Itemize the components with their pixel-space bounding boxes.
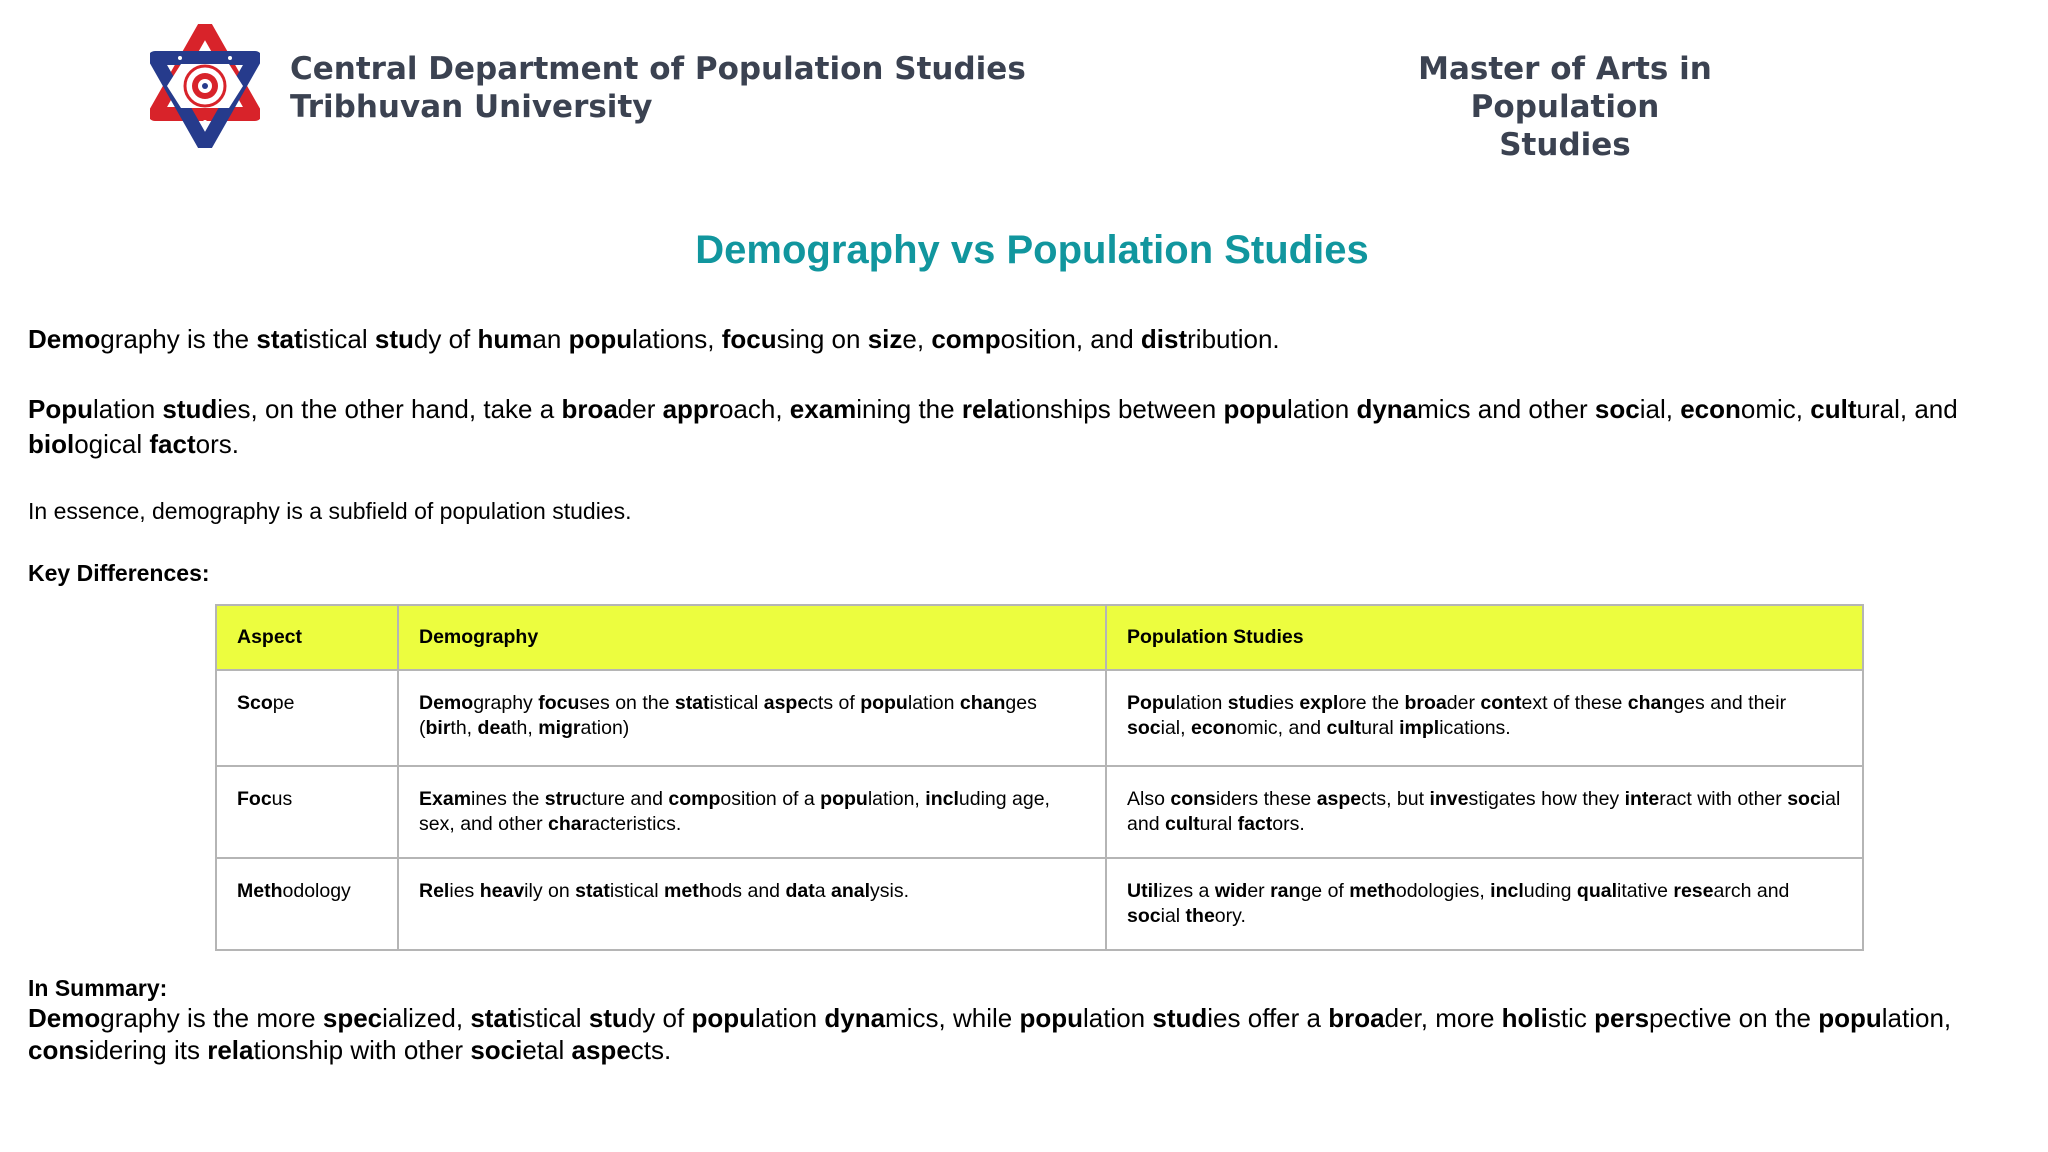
table-header-population-studies: Population Studies: [1106, 605, 1863, 670]
table-row: [216, 670, 1863, 766]
page-header: [0, 0, 2048, 163]
intro-paragraph-essence: In essence, demography is a subfield of population studies.: [28, 498, 632, 524]
university-name: Tribhuvan University: [290, 89, 653, 125]
table-cell-population-studies: Utilizes a wider range of methodologies, including qualitative research and social theory.: [1106, 858, 1863, 950]
table-header-aspect: Aspect: [216, 605, 398, 670]
key-differences-heading: Key Differences:: [28, 560, 210, 586]
table-cell-aspect: Methodology: [216, 858, 398, 950]
table-cell-aspect: Focus: [216, 766, 398, 858]
department-title: [290, 50, 1026, 126]
intro-paragraph-demography: Demography is the statistical study of human populations, focusing on size, composition, and distribution.: [28, 324, 1280, 354]
program-title-line2: Studies: [1499, 127, 1631, 163]
table-cell-aspect: Scope: [216, 670, 398, 766]
intro-paragraph-population-studies: Population studies, on the other hand, take a broader approach, examining the relationships between population dynamics and other social, economic, cultural, and biological factors.: [28, 394, 1958, 459]
university-logo: [150, 24, 260, 148]
page-title: Demography vs Population Studies: [695, 228, 1369, 272]
department-name: Central Department of Population Studies: [290, 51, 1026, 87]
summary-paragraph: Demography is the more specialized, statistical study of population dynamics, while population studies offer a broader, more holistic perspective on the population, considering its relationship with other societal aspects.: [28, 1003, 1952, 1065]
key-differences-table: [215, 604, 1864, 951]
tribhuvan-university-emblem-icon: [150, 24, 260, 148]
table-header-demography: Demography: [398, 605, 1106, 670]
table-cell-demography: Examines the structure and composition of a population, including age, sex, and other characteristics.: [398, 766, 1106, 858]
table-row: [216, 766, 1863, 858]
table-cell-population-studies: Population studies explore the broader context of these changes and their social, economic, and cultural implications.: [1106, 670, 1863, 766]
table-cell-population-studies: Also considers these aspects, but investigates how they interact with other social and cultural factors.: [1106, 766, 1863, 858]
table-cell-demography: Relies heavily on statistical methods and data analysis.: [398, 858, 1106, 950]
program-title-line1: Master of Arts in Population: [1418, 51, 1712, 125]
table-header-row: [216, 605, 1863, 670]
summary-heading: In Summary:: [28, 975, 168, 1001]
table-row: [216, 858, 1863, 950]
table-cell-demography: Demography focuses on the statistical aspects of population changes (birth, death, migration): [398, 670, 1106, 766]
program-title: [1330, 50, 1800, 164]
